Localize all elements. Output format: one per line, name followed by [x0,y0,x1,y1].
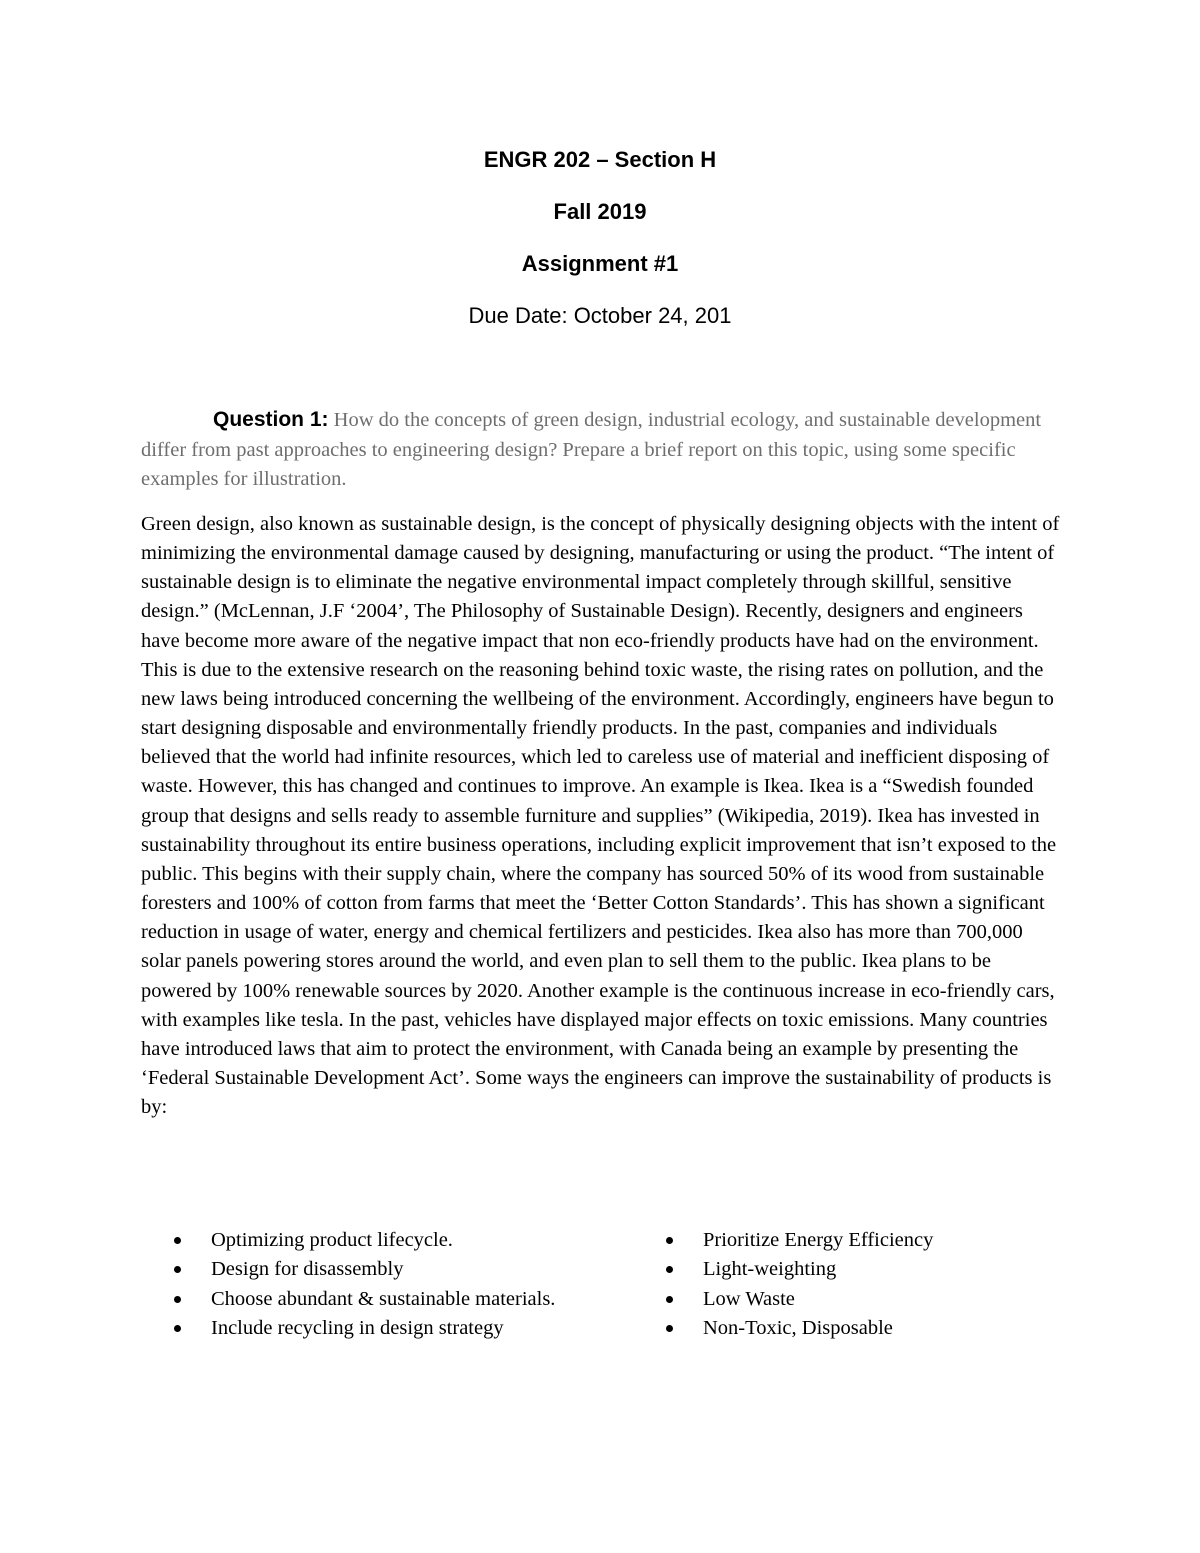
bullet-icon [666,1266,673,1273]
due-date: Due Date: October 24, 201 [468,303,732,328]
list-item-text: Non-Toxic, Disposable [703,1316,893,1339]
bullet-list-left [172,1226,642,1343]
course-title: ENGR 202 – Section H [483,147,717,172]
list-item-text: Low Waste [703,1287,795,1310]
list-item [172,1314,642,1343]
list-item-text: Design for disassembly [211,1258,404,1281]
list-item-text: Choose abundant & sustainable materials. [211,1287,556,1310]
question-block [141,405,1061,495]
bullet-icon [174,1266,181,1273]
assignment-title: Assignment #1 [521,251,679,276]
bullet-icon [174,1237,181,1244]
question-label: Question 1: [213,408,329,431]
term-title: Fall 2019 [553,199,647,224]
bullet-icon [666,1325,673,1332]
bullet-list-right [664,1226,1084,1343]
list-item [664,1314,1084,1343]
list-item-text: Light-weighting [703,1258,837,1281]
bullet-icon [174,1325,181,1332]
bullet-icon [666,1296,673,1303]
list-item [664,1255,1084,1284]
list-item [172,1255,642,1284]
list-item [664,1226,1084,1255]
question-text: How do the concepts of green design, industrial ecology, and sustainable development differ from past approaches to engineering design? Prepare a brief report on this topic, using some specific examples for illustration. [141,409,1042,491]
list-item-text: Optimizing product lifecycle. [211,1229,453,1251]
list-item [172,1226,642,1255]
answer-paragraph: Green design, also known as sustainable design, is the concept of physically designing objects with the intent of minimizing the environmental damage caused by designing, manufacturing or using the product. “The intent of sustainable design is to eliminate the negative environmental impact completely through skillful, sensitive design.” (McLennan, J.F ‘2004’, The Philosophy of Sustainable Design). Recently, designers and engineers have become more aware of the negative impact that non eco-friendly products have had on the environment. This is due to the extensive research on the reasoning behind toxic waste, the rising rates on pollution, and the new laws being introduced concerning the wellbeing of the environment. Accordingly, engineers have begun to start designing disposable and environmentally friendly products. In the past, companies and individuals believed that the world had infinite resources, which led to careless use of material and inefficient disposing of waste. However, this has changed and continues to improve. An example is Ikea. Ikea is a “Swedish founded group that designs and sells ready to assemble furniture and supplies” (Wikipedia, 2019). Ikea has invested in sustainability throughout its entire business operations, including explicit improvement that isn’t exposed to the public. This begins with their supply chain, where the company has sourced 50% of its wood from sustainable foresters and 100% of cotton from farms that meet the ‘Better Cotton Standards’. This has shown a significant reduction in usage of water, energy and chemical fertilizers and pesticides. Ikea also has more than 700,000 solar panels powering stores around the world, and even plan to sell them to the public. Ikea plans to be powered by 100% renewable sources by 2020. Another example is the continuous increase in eco-friendly cars, with examples like tesla. In the past, vehicles have displayed major effects on toxic emissions. Many countries have introduced laws that aim to protect the environment, with Canada being an example by presenting the ‘Federal Sustainable Development Act’. Some ways the engineers can improve the sustainability of products is by: [141,513,1060,1119]
bullet-icon [666,1237,673,1244]
list-item [664,1285,1084,1314]
list-item-text: Include recycling in design strategy [211,1316,504,1339]
list-item [172,1285,642,1314]
bullet-icon [174,1296,181,1303]
list-item-text: Prioritize Energy Efficiency [703,1229,934,1251]
